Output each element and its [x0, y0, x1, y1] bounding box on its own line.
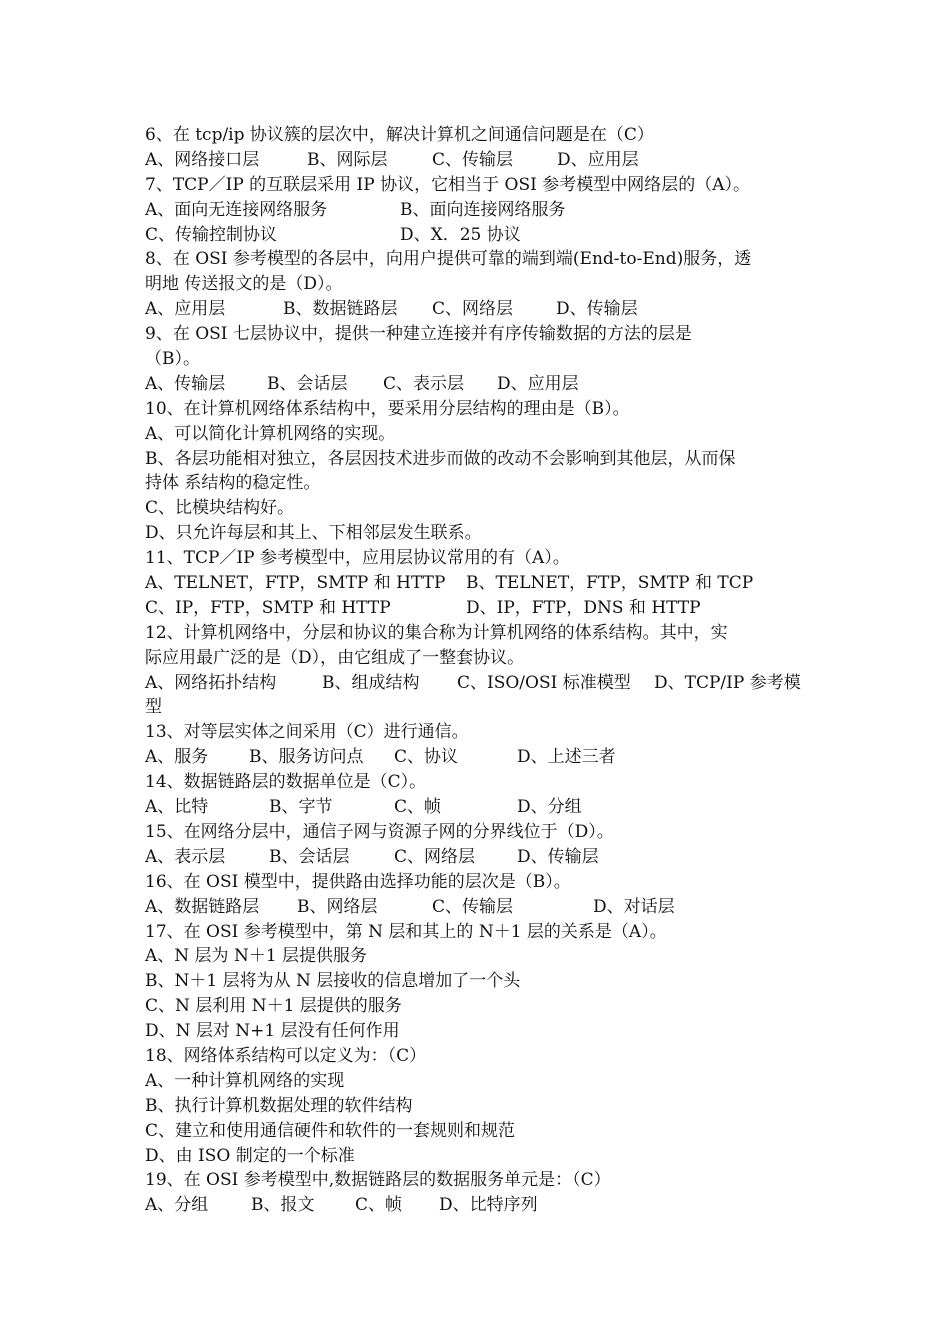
text-line: 7、TCP／IP 的互联层采用 IP 协议，它相当于 OSI 参考模型中网络层的（A）。 [145, 174, 751, 195]
options-line [145, 372, 810, 397]
answer-option: C、网络层 [394, 846, 476, 867]
answer-option: B、字节 [269, 797, 333, 818]
options-line [145, 1193, 810, 1218]
answer-option: C、表示层 [383, 373, 465, 394]
answer-option: D、应用层 [557, 149, 639, 170]
text-line: A、一种计算机网络的实现 [145, 1070, 345, 1091]
answer-option: B、服务访问点 [249, 747, 364, 768]
answer-option: A、网络拓扑结构 [145, 672, 277, 693]
answer-option: A、比特 [145, 797, 209, 818]
answer-option: D、分组 [517, 797, 582, 818]
answer-option: B、网络层 [297, 896, 378, 917]
options-line [145, 596, 810, 621]
answer-option: B、网际层 [307, 149, 388, 170]
text-line: D、只允许每层和其上、下相邻层发生联系。 [145, 523, 482, 544]
options-line [145, 795, 810, 820]
question-list [145, 123, 810, 1218]
answer-option: A、分组 [145, 1195, 209, 1216]
options-line [145, 745, 810, 770]
answer-option: D、上述三者 [517, 747, 616, 768]
text-line: 际应用最广泛的是（D），由它组成了一整套协议。 [145, 647, 525, 668]
text-line: 6、在 tcp/ip 协议簇的层次中，解决计算机之间通信问题是在（C） [145, 125, 654, 145]
text-line: 17、在 OSI 参考模型中，第 N 层和其上的 N＋1 层的关系是（A）。 [145, 921, 667, 942]
text-line: 19、在 OSI 参考模型中,数据链路层的数据服务单元是：（C） [145, 1170, 611, 1191]
options-line [145, 148, 810, 173]
text-line: D、N 层对 N+1 层没有任何作用 [145, 1021, 400, 1042]
text-line: D、由 ISO 制定的一个标准 [145, 1145, 355, 1166]
text-line: 明地 传送报文的是（D）。 [145, 274, 343, 295]
options-line [145, 223, 810, 248]
text-line: A、可以简化计算机网络的实现。 [145, 423, 396, 444]
answer-option: B、数据链路层 [283, 299, 398, 320]
options-line [145, 845, 810, 870]
answer-option: C、传输层 [432, 896, 514, 917]
answer-option: B、TELNET，FTP，SMTP 和 TCP [466, 573, 754, 594]
text-line: B、各层功能相对独立，各层因技术进步而做的改动不会影响到其他层，从而保 [145, 448, 736, 469]
answer-option: C、帧 [355, 1195, 403, 1216]
answer-option: B、报文 [251, 1195, 315, 1216]
answer-option: A、传输层 [145, 373, 226, 394]
text-line: B、执行计算机数据处理的软件结构 [145, 1095, 413, 1116]
answer-option: B、会话层 [269, 846, 350, 867]
text-line: 15、在网络分层中，通信子网与资源子网的分界线位于（D）。 [145, 821, 614, 842]
answer-option: C、帧 [394, 797, 442, 818]
text-line: B、N＋1 层将为从 N 层接收的信息增加了一个头 [145, 971, 521, 992]
text-line: 8、在 OSI 参考模型的各层中，向用户提供可靠的端到端(End-to-End)服务，透 [145, 249, 752, 270]
text-line: C、N 层利用 N＋1 层提供的服务 [145, 996, 402, 1017]
options-line [145, 297, 810, 322]
answer-option: D、传输层 [556, 299, 638, 320]
answer-option: C、网络层 [432, 299, 514, 320]
text-line: 9、在 OSI 七层协议中，提供一种建立连接并有序传输数据的方法的层是 [145, 324, 692, 345]
answer-option: A、应用层 [145, 299, 226, 320]
text-line: C、建立和使用通信硬件和软件的一套规则和规范 [145, 1120, 516, 1141]
answer-option: B、组成结构 [322, 672, 420, 693]
text-line: （B）。 [145, 349, 200, 370]
text-line: A、N 层为 N＋1 层提供服务 [145, 946, 368, 967]
answer-option: D、对话层 [593, 896, 675, 917]
answer-option: D、应用层 [497, 373, 579, 394]
answer-option: B、面向连接网络服务 [400, 199, 566, 220]
text-line: 14、数据链路层的数据单位是（C）。 [145, 772, 427, 793]
text-line: 13、对等层实体之间采用（C）进行通信。 [145, 722, 469, 743]
options-line [145, 571, 810, 596]
text-line: 11、TCP／IP 参考模型中，应用层协议常用的有（A）。 [145, 548, 570, 569]
text-line: C、比模块结构好。 [145, 498, 295, 519]
text-line: 16、在 OSI 模型中，提供路由选择功能的层次是（B）。 [145, 871, 571, 892]
answer-option: C、协议 [394, 747, 459, 768]
options-line [145, 895, 810, 920]
answer-option: A、服务 [145, 747, 209, 768]
answer-option: A、表示层 [145, 846, 226, 867]
answer-option: C、传输层 [432, 149, 514, 170]
answer-option: B、会话层 [267, 373, 348, 394]
answer-option: A、网络接口层 [145, 149, 260, 170]
answer-option: C、ISO/OSI 标准模型 [457, 672, 631, 693]
answer-option: C、IP，FTP，SMTP 和 HTTP [145, 597, 391, 618]
text-line: 12、计算机网络中，分层和协议的集合称为计算机网络的体系结构。其中，实 [145, 622, 728, 643]
answer-option: C、传输控制协议 [145, 224, 278, 245]
text-line: 型 [145, 697, 162, 718]
answer-option: D、IP，FTP，DNS 和 HTTP [466, 597, 701, 618]
text-line: 10、在计算机网络体系结构中，要采用分层结构的理由是（B）。 [145, 398, 630, 419]
options-line [145, 198, 810, 223]
answer-option: D、TCP/IP 参考模 [654, 672, 801, 693]
answer-option: A、TELNET，FTP，SMTP 和 HTTP [145, 573, 446, 594]
answer-option: A、面向无连接网络服务 [145, 199, 328, 220]
text-line: 持体 系结构的稳定性。 [145, 473, 321, 494]
options-line [145, 671, 810, 696]
answer-option: D、传输层 [517, 846, 599, 867]
text-line: 18、网络体系结构可以定义为：（C） [145, 1045, 427, 1066]
answer-option: D、X．25 协议 [400, 224, 521, 245]
answer-option: D、比特序列 [439, 1195, 538, 1216]
answer-option: A、数据链路层 [145, 896, 260, 917]
